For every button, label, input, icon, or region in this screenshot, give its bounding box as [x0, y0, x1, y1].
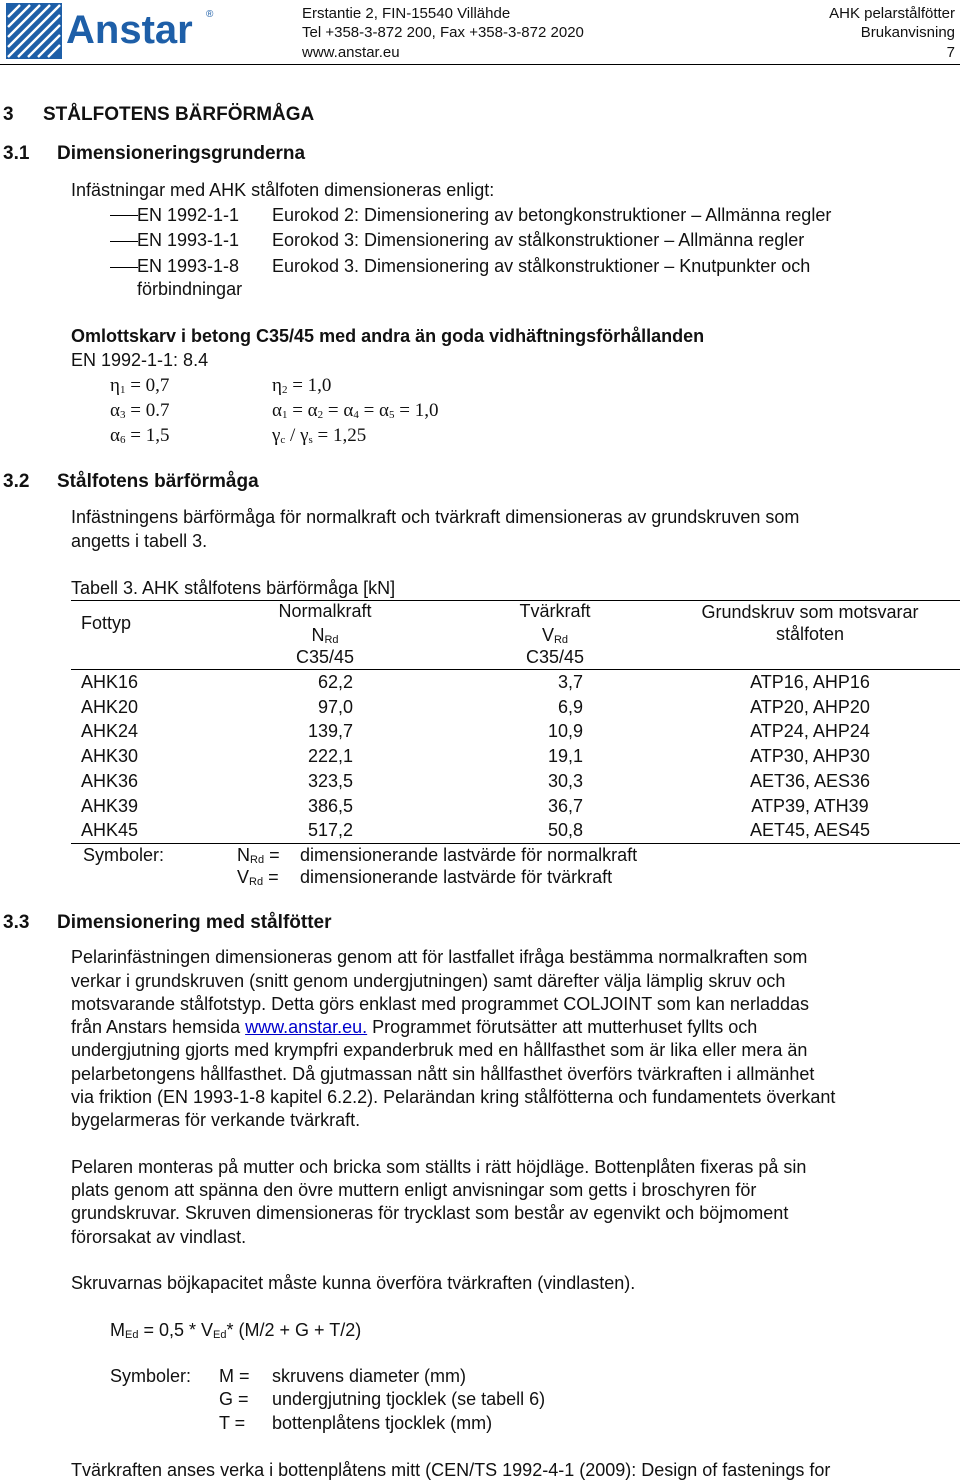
p2-line: plats genom att spänna den övre muttern enligt anvisningar som getts i broschyren för — [71, 1180, 757, 1200]
bullet-dash — [110, 241, 138, 242]
row-normal-value: 386,5 — [307, 796, 353, 816]
s31-bold-heading: Omlottskarv i betong C35/45 med andra än goda vidhäftningsförhållanden — [71, 326, 705, 346]
row-bolt: ATP24, AHP24 — [750, 721, 870, 741]
s33-symbols-label: Symboler: — [110, 1366, 192, 1386]
row-shear-value: 50,8 — [547, 820, 583, 840]
th-bolt-line2: stålfoten — [775, 624, 845, 644]
p1-line: Pelarinfästningen dimensioneras genom att för lastfallet ifråga bestämma normalkraften som — [71, 947, 808, 967]
sym-g: G = — [219, 1389, 249, 1409]
th-normal: Normalkraft — [278, 601, 372, 621]
s32-para-line: angetts i tabell 3. — [71, 531, 208, 551]
p2-line: grundskruvar. Skruven dimensioneras för trycklast som består av egenvikt och böjmoment — [71, 1203, 789, 1223]
th-normal-grade: C35/45 — [295, 647, 355, 667]
table-caption: Tabell 3. AHK stålfotens bärförmåga [kN] — [71, 578, 396, 598]
page-number: 7 — [946, 44, 955, 61]
sym-v: $V_{Rd}$ = — [237, 867, 279, 888]
section-3-number: 3 — [3, 104, 14, 125]
row-bolt: AET45, AES45 — [749, 820, 871, 840]
p1-line: från Anstars hemsida www.anstar.eu. Programmet förutsätter att mutterhuset fyllts och — [71, 1017, 758, 1037]
p1-line: pelarbetongens hållfasthet. Då gjutmassan nått sin hållfasthet överförs tvärkraften i allmänhet — [71, 1064, 815, 1084]
address-line-1: Erstantie 2, FIN-15540 Villähde — [302, 5, 511, 22]
th-type: Fottyp — [81, 613, 132, 633]
standard-code: EN 1993-1-8 — [137, 256, 240, 276]
th-shear: Tvärkraft — [519, 601, 591, 621]
p1-line: bygelarmeras för verkande tvärkraft. — [71, 1110, 361, 1130]
bullet-dash — [110, 267, 138, 268]
standard-code: EN 1992-1-1 — [137, 205, 240, 225]
row-shear-value: 3,7 — [557, 672, 583, 692]
section-3-1-number: 3.1 — [3, 143, 30, 164]
s32-para-line: Infästningens bärförmåga för normalkraft och tvärkraft dimensioneras av grundskruven som — [71, 507, 800, 527]
doc-type: Brukanvisning — [860, 24, 955, 41]
section-3-title: STÅLFOTENS BÄRFÖRMÅGA — [43, 104, 315, 125]
address-line-2: Tel +358-3-872 200, Fax +358-3-872 2020 — [302, 24, 584, 41]
param-eta2: $\eta_2 = 1,0$ — [272, 375, 332, 396]
row-shear-value: 19,1 — [547, 746, 583, 766]
row-normal-value: 222,1 — [307, 746, 353, 766]
row-normal-value: 62,2 — [317, 672, 353, 692]
registered-mark: ® — [206, 9, 214, 20]
row-type: AHK24 — [81, 721, 139, 741]
row-type: AHK36 — [81, 771, 139, 791]
standard-text-cont: förbindningar — [137, 279, 243, 299]
p1-line: via friktion (EN 1993-1-8 kapitel 6.2.2). Pelarändan kring stålfötterna och fundamentets överkant — [71, 1087, 836, 1107]
row-type: AHK39 — [81, 796, 139, 816]
last-line: Tvärkraften anses verka i bottenplåtens mitt (CEN/TS 1992-4-1 (2009): Design of fastenings for — [71, 1460, 831, 1480]
anstar-link[interactable]: www.anstar.eu. — [245, 1017, 368, 1037]
sym-v-desc: dimensionerande lastvärde för tvärkraft — [300, 867, 613, 887]
row-normal-value: 323,5 — [307, 771, 353, 791]
row-shear-value: 30,3 — [547, 771, 583, 791]
sym-t-desc: bottenplåtens tjocklek (mm) — [272, 1413, 493, 1433]
p2-line: förorsakat av vindlast. — [71, 1227, 247, 1247]
param-gamma: $\gamma_c / \gamma_s = 1,25$ — [272, 425, 367, 446]
section-3-1-title: Dimensioneringsgrunderna — [57, 143, 306, 164]
th-normal-sym: $N_{Rd}$ — [311, 625, 339, 646]
standard-text: Eurokod 2: Dimensionering av betongkonstruktioner – Allmänna regler — [272, 205, 832, 225]
row-type: AHK20 — [81, 697, 139, 717]
param-eta1: $\eta_1 = 0,7$ — [110, 375, 170, 396]
row-type: AHK30 — [81, 746, 139, 766]
standard-code: EN 1993-1-1 — [137, 230, 240, 250]
standard-text: Eorokod 3: Dimensionering av stålkonstruktioner – Allmänna regler — [272, 230, 805, 250]
row-normal-value: 97,0 — [317, 697, 353, 717]
p1-line: undergjutning gjorts med krympfri expanderbruk med en hållfasthet som är lika eller mera än — [71, 1040, 808, 1060]
param-alpha3: $\alpha_3 = 0.7$ — [110, 400, 170, 421]
section-3-3-title: Dimensionering med stålfötter — [57, 912, 332, 933]
anstar-logo — [6, 3, 220, 59]
row-shear-value: 36,7 — [547, 796, 583, 816]
row-type: AHK45 — [81, 820, 139, 840]
row-shear-value: 10,9 — [547, 721, 583, 741]
th-shear-grade: C35/45 — [525, 647, 585, 667]
bullet-dash — [110, 215, 138, 216]
section-3-2-number: 3.2 — [3, 471, 30, 492]
sym-g-desc: undergjutning tjocklek (se tabell 6) — [272, 1389, 546, 1409]
p1-line: verkar i grundskruven (snitt genom undergjutningen) samt därefter välja lämplig skruv och — [71, 971, 786, 991]
s31-ref: EN 1992-1-1: 8.4 — [71, 350, 209, 370]
th-bolt: Grundskruv som motsvarar — [701, 602, 919, 622]
table-header-rule — [71, 669, 960, 670]
param-alpha-rest: $\alpha_1 = \alpha_2 = \alpha_4 = \alpha_5 = 1,0$ — [272, 400, 439, 421]
row-shear-value: 6,9 — [557, 697, 583, 717]
row-bolt: ATP16, AHP16 — [750, 672, 870, 692]
header-rule — [0, 64, 960, 65]
s31-intro: Infästningar med AHK stålfoten dimensioneras enligt: — [71, 180, 495, 200]
sym-n: $N_{Rd}$ = — [237, 845, 280, 866]
sym-n-desc: dimensionerande lastvärde för normalkraft — [300, 845, 638, 865]
sym-m: M = — [219, 1366, 250, 1386]
p2-line: Pelaren monteras på mutter och bricka som ställts i rätt höjdläge. Bottenplåten fixeras på sin — [71, 1157, 807, 1177]
row-type: AHK16 — [81, 672, 139, 692]
website-link[interactable]: www.anstar.eu — [302, 44, 400, 61]
formula: $M_{Ed} = 0,5 * V_{Ed}*$ (M/2 + G + T/2) — [110, 1320, 362, 1341]
table-bottom-rule — [71, 843, 960, 844]
th-shear-sym: $V_{Rd}$ — [541, 625, 569, 646]
row-bolt: ATP30, AHP30 — [750, 746, 870, 766]
logo-text: Anstar — [66, 8, 193, 52]
section-3-3-number: 3.3 — [3, 912, 30, 933]
p1-line: motsvarande stålfotstyp. Detta görs enklast med programmet COLJOINT som kan nerladdas — [71, 994, 809, 1014]
doc-title: AHK pelarstålfötter — [829, 5, 955, 22]
table-symbols-label: Symboler: — [83, 845, 165, 865]
row-bolt: ATP20, AHP20 — [750, 697, 870, 717]
section-3-2-title: Stålfotens bärförmåga — [57, 471, 259, 492]
sym-m-desc: skruvens diameter (mm) — [272, 1366, 467, 1386]
param-alpha6: $\alpha_6 = 1,5$ — [110, 425, 170, 446]
p3: Skruvarnas böjkapacitet måste kunna överföra tvärkraften (vindlasten). — [71, 1273, 636, 1293]
row-normal-value: 139,7 — [307, 721, 353, 741]
row-normal-value: 517,2 — [307, 820, 353, 840]
logo-mark-icon — [6, 3, 62, 59]
sym-t: T = — [219, 1413, 246, 1433]
standard-text: Eurokod 3. Dimensionering av stålkonstruktioner – Knutpunkter och — [272, 256, 811, 276]
row-bolt: ATP39, ATH39 — [751, 796, 869, 816]
row-bolt: AET36, AES36 — [749, 771, 871, 791]
